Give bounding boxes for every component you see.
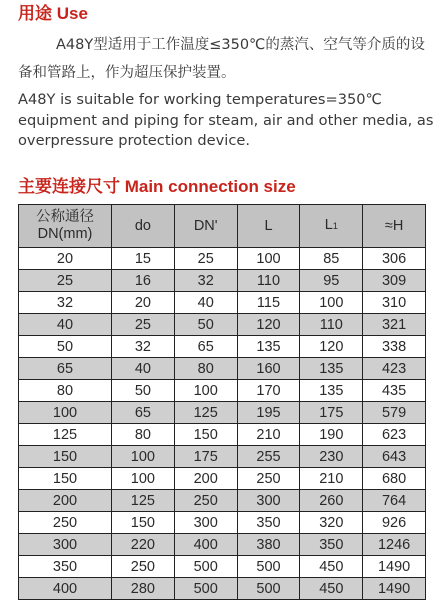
table-row — [19, 380, 426, 402]
cell-dn-prime: 32 — [174, 270, 237, 292]
cell-h: 643 — [363, 446, 426, 468]
table-row — [19, 468, 426, 490]
table-row — [19, 556, 426, 578]
cell-do: 250 — [112, 556, 175, 578]
cell-do: 40 — [112, 358, 175, 380]
cell-dn-prime: 50 — [174, 314, 237, 336]
cell-l: 500 — [237, 578, 300, 600]
cell-l: 160 — [237, 358, 300, 380]
cell-dn-prime: 175 — [174, 446, 237, 468]
cell-h: 926 — [363, 512, 426, 534]
cell-dn: 32 — [19, 292, 112, 314]
cell-do: 80 — [112, 424, 175, 446]
cell-dn-prime: 65 — [174, 336, 237, 358]
cell-l: 210 — [237, 424, 300, 446]
cell-l1: 95 — [300, 270, 363, 292]
cell-dn: 200 — [19, 490, 112, 512]
cell-l: 255 — [237, 446, 300, 468]
cell-do: 220 — [112, 534, 175, 556]
header-l1 — [300, 205, 363, 248]
cell-h: 680 — [363, 468, 426, 490]
cell-l1: 350 — [300, 534, 363, 556]
cell-dn-prime: 500 — [174, 556, 237, 578]
header-l: L — [237, 205, 300, 248]
connection-size-table — [18, 204, 426, 600]
table-row — [19, 424, 426, 446]
cell-dn: 350 — [19, 556, 112, 578]
cell-dn-prime: 500 — [174, 578, 237, 600]
cell-h: 623 — [363, 424, 426, 446]
table-row — [19, 402, 426, 424]
cell-dn: 250 — [19, 512, 112, 534]
cell-l: 115 — [237, 292, 300, 314]
cell-do: 32 — [112, 336, 175, 358]
cell-l: 135 — [237, 336, 300, 358]
cell-h: 423 — [363, 358, 426, 380]
use-description-en: A48Y is suitable for working temperatures=350℃ equipment and piping for steam, air and other media, as overpressure protection device. — [18, 91, 434, 149]
cell-h: 435 — [363, 380, 426, 402]
cell-dn: 65 — [19, 358, 112, 380]
cell-do: 150 — [112, 512, 175, 534]
cell-l1: 110 — [300, 314, 363, 336]
cell-do: 50 — [112, 380, 175, 402]
cell-h: 764 — [363, 490, 426, 512]
table-row — [19, 248, 426, 270]
cell-dn-prime: 80 — [174, 358, 237, 380]
cell-dn: 100 — [19, 402, 112, 424]
cell-dn: 40 — [19, 314, 112, 336]
cell-dn-prime: 25 — [174, 248, 237, 270]
cell-h: 309 — [363, 270, 426, 292]
table-row — [19, 314, 426, 336]
cell-l: 100 — [237, 248, 300, 270]
table-row — [19, 534, 426, 556]
cell-l: 250 — [237, 468, 300, 490]
cell-h: 338 — [363, 336, 426, 358]
cell-l1: 100 — [300, 292, 363, 314]
cell-do: 280 — [112, 578, 175, 600]
cell-h: 1246 — [363, 534, 426, 556]
cell-l1: 135 — [300, 380, 363, 402]
cell-dn: 300 — [19, 534, 112, 556]
cell-do: 100 — [112, 468, 175, 490]
cell-dn-prime: 40 — [174, 292, 237, 314]
table-row — [19, 292, 426, 314]
cell-l1: 190 — [300, 424, 363, 446]
cell-l: 300 — [237, 490, 300, 512]
cell-dn-prime: 150 — [174, 424, 237, 446]
cell-do: 25 — [112, 314, 175, 336]
cell-l: 170 — [237, 380, 300, 402]
cell-l1: 450 — [300, 556, 363, 578]
header-dn — [19, 205, 112, 248]
cell-do: 65 — [112, 402, 175, 424]
cell-l: 380 — [237, 534, 300, 556]
table-row — [19, 578, 426, 600]
cell-dn: 150 — [19, 446, 112, 468]
cell-l1: 210 — [300, 468, 363, 490]
cell-h: 579 — [363, 402, 426, 424]
cell-h: 1490 — [363, 578, 426, 600]
cell-l1: 120 — [300, 336, 363, 358]
table-row — [19, 336, 426, 358]
cell-do: 15 — [112, 248, 175, 270]
cell-dn: 125 — [19, 424, 112, 446]
header-dn-prime: DN' — [174, 205, 237, 248]
cell-dn: 50 — [19, 336, 112, 358]
header-do: do — [112, 205, 175, 248]
cell-dn-prime: 250 — [174, 490, 237, 512]
cell-do: 16 — [112, 270, 175, 292]
table-row — [19, 446, 426, 468]
table-row — [19, 512, 426, 534]
cell-h: 306 — [363, 248, 426, 270]
cell-l1: 260 — [300, 490, 363, 512]
cell-l: 110 — [237, 270, 300, 292]
cell-h: 321 — [363, 314, 426, 336]
cell-dn-prime: 125 — [174, 402, 237, 424]
cell-do: 100 — [112, 446, 175, 468]
cell-l1: 135 — [300, 358, 363, 380]
connection-size-heading: 主要连接尺寸 Main connection size — [18, 177, 296, 196]
cell-do: 125 — [112, 490, 175, 512]
header-l1-main: L — [324, 217, 333, 233]
cell-l: 120 — [237, 314, 300, 336]
header-dn-line2: DN(mm) — [37, 226, 93, 242]
table-row — [19, 358, 426, 380]
table-row — [19, 270, 426, 292]
cell-dn: 20 — [19, 248, 112, 270]
use-description-cn: A48Y型适用于工作温度≤350℃的蒸汽、空气等介质的设备和管路上，作为超压保护装置。 — [18, 37, 425, 81]
cell-l: 195 — [237, 402, 300, 424]
cell-dn-prime: 200 — [174, 468, 237, 490]
cell-l: 350 — [237, 512, 300, 534]
header-l1-sub: 1 — [332, 221, 338, 231]
cell-do: 20 — [112, 292, 175, 314]
cell-h: 310 — [363, 292, 426, 314]
table-body — [19, 248, 426, 600]
cell-l1: 230 — [300, 446, 363, 468]
table-header-row — [19, 205, 426, 248]
cell-dn-prime: 400 — [174, 534, 237, 556]
cell-l1: 175 — [300, 402, 363, 424]
cell-dn-prime: 300 — [174, 512, 237, 534]
header-dn-line1: 公称通径 — [36, 209, 94, 225]
cell-l1: 450 — [300, 578, 363, 600]
cell-dn: 400 — [19, 578, 112, 600]
cell-h: 1490 — [363, 556, 426, 578]
header-h: ≈H — [363, 205, 426, 248]
cell-l: 500 — [237, 556, 300, 578]
cell-dn: 25 — [19, 270, 112, 292]
cell-dn: 150 — [19, 468, 112, 490]
cell-dn: 80 — [19, 380, 112, 402]
cell-l1: 85 — [300, 248, 363, 270]
use-heading: 用途 Use — [18, 4, 88, 23]
cell-dn-prime: 100 — [174, 380, 237, 402]
table-row — [19, 490, 426, 512]
cell-l1: 320 — [300, 512, 363, 534]
